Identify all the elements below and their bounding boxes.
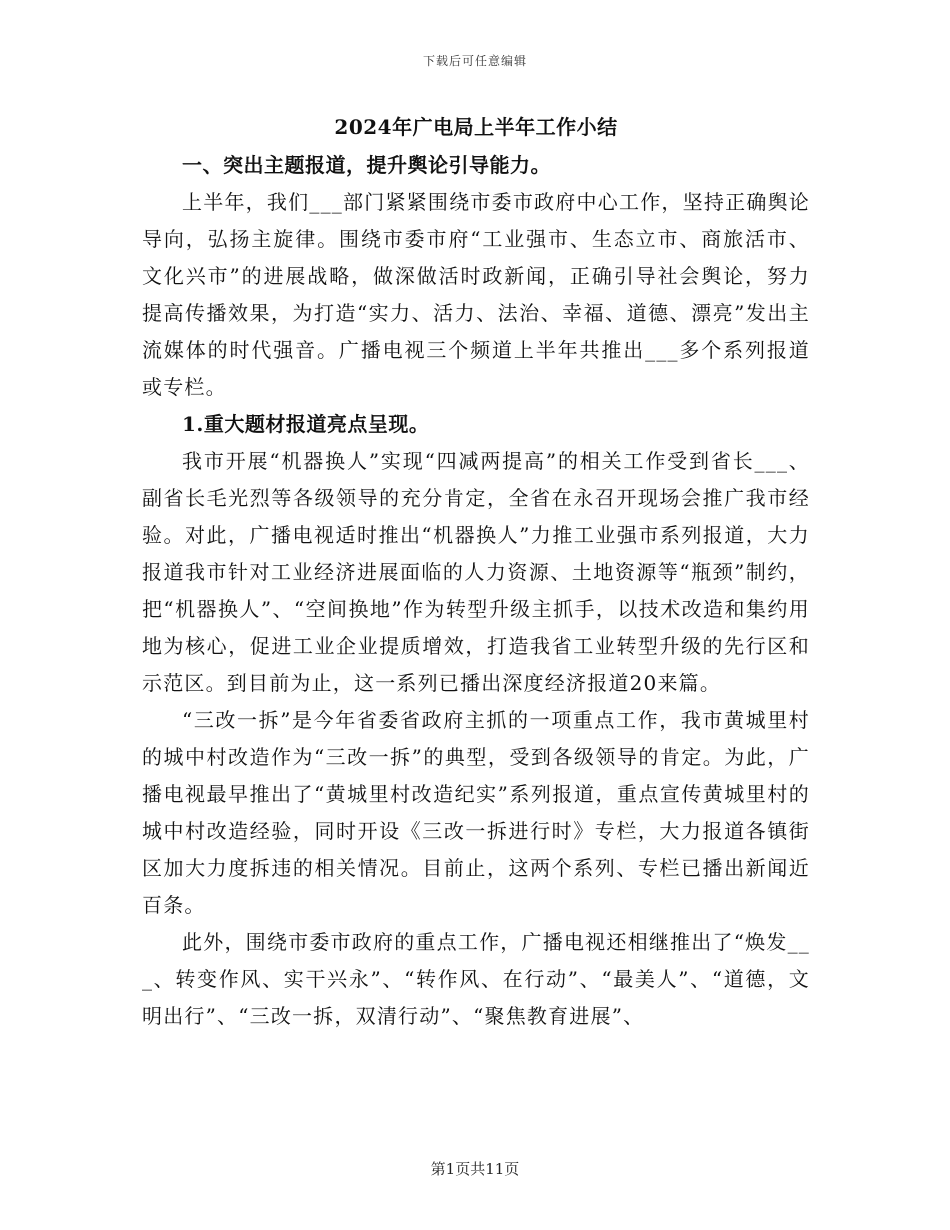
- document-title: 2024年广电局上半年工作小结: [334, 115, 618, 139]
- page-number-footer: 第1页共11页: [430, 1160, 520, 1178]
- document-body: [142, 108, 810, 1035]
- section-heading-1: 一、突出主题报道，提升舆论引导能力。: [182, 153, 551, 177]
- subsection-heading-1: 1.重大题材报道亮点呈现。: [182, 412, 430, 436]
- page-header-note: 下载后可任意编辑: [422, 54, 527, 68]
- paragraph-4: 此外，围绕市委市政府的重点工作，广播电视还相继推出了“焕发___、转变作风、实干兴永”、“转作风、在行动”、“最美人”、“道德，文明出行”、“三改一拆，双清行动”、“聚焦教育进展”、: [142, 930, 810, 1028]
- paragraph-3: “三改一拆”是今年省委省政府主抓的一项重点工作，我市黄城里村的城中村改造作为“三改一拆”的典型，受到各级领导的肯定。为此，广播电视最早推出了“黄城里村改造纪实”系列报道，重点宣传黄城里村的城中村改造经验，同时开设《三改一拆进行时》专栏，大力报道各镇街区加大力度拆违的相关情况。目前止，这两个系列、专栏已播出新闻近百条。: [142, 708, 810, 917]
- paragraph-1: 上半年，我们___部门紧紧围绕市委市政府中心工作，坚持正确舆论导向，弘扬主旋律。围绕市委市府“工业强市、生态立市、商旅活市、文化兴市”的进展战略，做深做活时政新闻，正确引导社会舆论，努力提高传播效果，为打造“实力、活力、法治、幸福、道德、漂亮”发出主流媒体的时代强音。广播电视三个频道上半年共推出___多个系列报道或专栏。: [142, 190, 810, 399]
- paragraph-2: 我市开展“机器换人”实现“四减两提高”的相关工作受到省长___、副省长毛光烈等各级领导的充分肯定，全省在永召开现场会推广我市经验。对此，广播电视适时推出“机器换人”力推工业强市系列报道，大力报道我市针对工业经济进展面临的人力资源、土地资源等“瓶颈”制约，把“机器换人”、“空间换地”作为转型升级主抓手，以技术改造和集约用地为核心，促进工业企业提质增效，打造我省工业转型升级的先行区和示范区。到目前为止，这一系列已播出深度经济报道20来篇。: [142, 449, 810, 695]
